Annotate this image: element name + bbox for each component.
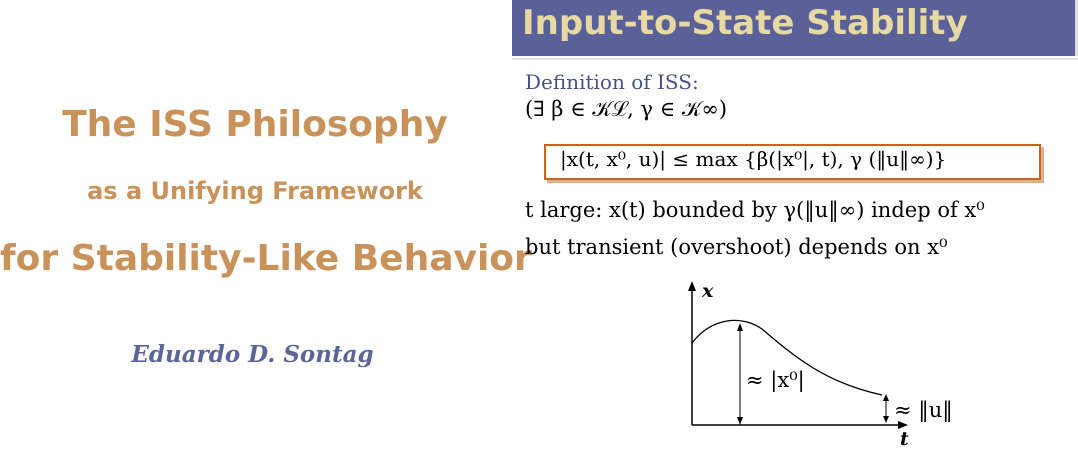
content-slide [512,0,1078,449]
definition-label: Definition of ISS: [525,70,699,94]
overshoot-label: ≈ |x⁰| [746,368,805,392]
explanation-line-1: t large: x(t) bounded by γ(‖u‖∞) indep of x⁰ [525,198,985,222]
iss-formula-box [544,144,1041,180]
slide-title-line3: for Stability-Like Behavior [0,238,532,279]
explanation-line-2: but transient (overshoot) depends on x⁰ [525,235,948,259]
x-axis-label: t [900,428,909,447]
slide-subtitle: as a Unifying Framework [87,177,423,205]
slide-title: The ISS Philosophy [62,104,448,145]
quantifier-line: (∃ β ∈ 𝒦ℒ, γ ∈ 𝒦∞) [525,97,728,121]
steady-arrow-down-icon [883,416,889,423]
banner-divider [512,58,1078,60]
y-axis-arrow-icon [688,281,696,291]
overshoot-arrow-up-icon [737,323,743,331]
steady-arrow-up-icon [883,394,889,401]
trajectory-plot [682,275,1002,447]
steady-state-label: ≈ ‖u‖ [894,398,953,422]
title-slide [0,0,532,449]
author-name: Eduardo D. Sontag [131,341,374,368]
overshoot-arrow-down-icon [737,417,743,425]
heading-banner [512,0,1078,56]
iss-formula: |x(t, x⁰, u)| ≤ max {β(|x⁰|, t), γ (‖u‖∞)} [560,147,947,171]
slide-heading: Input-to-State Stability [522,3,968,43]
y-axis-label: x [702,280,714,302]
